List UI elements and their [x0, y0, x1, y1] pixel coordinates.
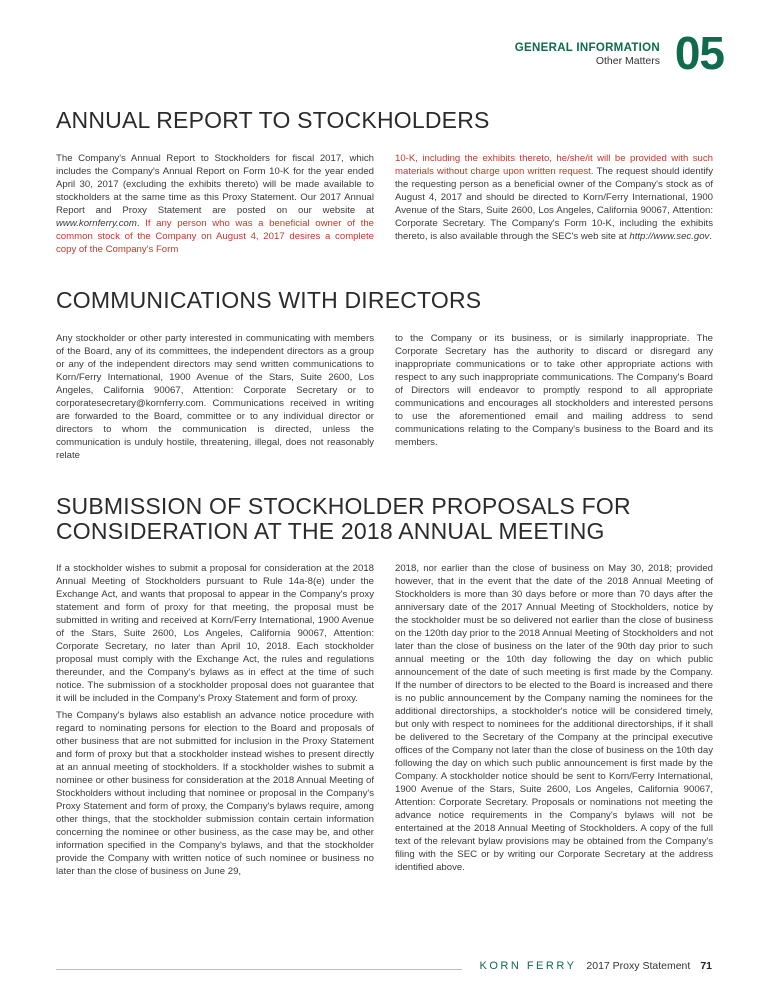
annual-report-left-text: The Company's Annual Report to Stockholders for fiscal 2017, which includes the Company's Annual Report on Form 10-K for the year ended April 30, 2017 (excluding the exhibits thereto) will be made available to stockholders at the same time as this Proxy Statement. Our 2017 Annual Report and Proxy Statement are posted on our website at [56, 153, 374, 216]
annual-report-highlight-left: If any person who was a beneficial owner of the common stock of the Company on August 4, 2017 desires a complete copy of the Company's Form [56, 218, 374, 255]
annual-report-highlight-right: 10-K, including the exhibits thereto, he/she/it will be provided with such materials without charge upon written request. [395, 153, 713, 177]
proposals-title-line1: SUBMISSION OF STOCKHOLDER PROPOSALS FOR [56, 493, 631, 519]
subsection-label: Other Matters [595, 55, 660, 67]
proposals-left-paragraph-1: If a stockholder wishes to submit a proposal for consideration at the 2018 Annual Meeting of Stockholders pursuant to Rule 14a-8(e) under the Exchange Act, and wants that proposal to appear in the Company's proxy statement and form of proxy for that meeting, the proposal must be submitted in writing and received at Korn/Ferry International, 1900 Avenue of the Stars, Suite 2600, Los Angeles, California 90067, Attention: Corporate Secretary, no later than April 10, 2018. Each stockholder proposal must comply with the Exchange Act, the rules and regulations thereunder, and the Company's bylaws as in effect at the time of such notice. The submission of a stockholder proposal does not guarantee that it will be included in the Company's Proxy Statement and form of proxy. [56, 563, 374, 704]
sentence-separator: . [136, 218, 146, 229]
sec-website-link[interactable]: http://www.sec.gov [629, 231, 710, 242]
header-labels [515, 42, 660, 67]
footer-info [479, 960, 712, 972]
annual-report-right-text: The request should identify the requesting person as a beneficial owner of the Company's stock as of August 4, 2017 and should be directed to Korn/Ferry International, 1900 Avenue of the Stars, Suite 2600, Los Angeles, California 90067, Attention: Corporate Secretary. The Company's Form 10-K, including the exhibits thereto, is also available through the SEC's web site at [395, 166, 713, 242]
end-period: . [709, 231, 713, 242]
footer-divider [56, 969, 462, 970]
section-label: GENERAL INFORMATION [514, 42, 660, 54]
proposals-left-paragraph-2: The Company's bylaws also establish an advance notice procedure with regard to nominating persons for election to the Board and proposals of other business that are not submitted for inclusion in the Proxy Statement and form of proxy but that a stockholder instead wishes to present directly at an annual meeting of stockholders. If a stockholder wishes to submit a nominee or other business for consideration at the 2018 Annual Meeting of Stockholders without including that nominee or proposal in the Company's Proxy Statement and form of proxy, the Company's bylaws require, among other things, that the stockholder submission contain certain information concerning the nominee or other business, as the case may be, and other information specified in the Company's bylaws, and that the stockholder provide the Company with written notice of such nominee or business no later than the close of business on June 29, [56, 710, 374, 877]
website-link[interactable]: www.kornferry.com [56, 218, 137, 229]
annual-report-left-column [56, 152, 374, 260]
communications-right-text: to the Company or its business, or is similarly inappropriate. The Corporate Secretary has the authority to discard or disregard any inappropriate communications or to take other appropriate actions with respect to any such inappropriate communications. The Company's Board of Directors will endeavor to promptly respond to all appropriate communications and encourages all stockholders and interested persons to use the aforementioned email and mailing address to send communications relating to the Company's business to the Board and its members. [395, 333, 713, 448]
page-footer [56, 960, 712, 976]
annual-report-left-paragraph [56, 152, 374, 256]
communications-left-text: Any stockholder or other party interested in communicating with members of the Board, any of its committees, the independent directors as a group or any of the independent directors may send written communications to Korn/Ferry International, 1900 Avenue of the Stars, Suite 2600, Los Angeles, California 90067, Attention: Corporate Secretary or to corporatesecretary@kornferry.com. Communications received in writing are forwarded to the Board, committee or to any individual director or directors to whom the communication is directed, unless the communication is unduly hostile, threatening, illegal, does not reasonably relate [56, 333, 374, 461]
communications-left-column [56, 332, 374, 466]
proposals-title-line2: CONSIDERATION AT THE 2018 ANNUAL MEETING [56, 518, 605, 544]
chapter-number: 05 [674, 27, 724, 79]
page-number: 71 [700, 960, 712, 972]
communications-title: COMMUNICATIONS WITH DIRECTORS [56, 287, 482, 313]
annual-report-right-paragraph [395, 152, 713, 243]
korn-ferry-logo: KORN FERRY [479, 960, 577, 972]
proposals-right-text: 2018, nor earlier than the close of business on May 30, 2018; provided however, that in the event that the date of the 2018 Annual Meeting of Stockholders is more than 30 days before or more than 70 days after the anniversary date of the 2017 Annual Meeting of Stockholders, notice by the stockholder must be so delivered not earlier than the close of business on the 120th day prior to the 2018 Annual Meeting of Stockholders and not later than the close of business on the later of the 90th day prior to such annual meeting or the 10th day following the day on which public announcement of the date of such meeting is first made by the Company. If the number of directors to be elected to the Board is increased and there is no public announcement by the Company naming the nominees for the additional directorships, a stockholder's notice will be considered timely, but only with respect to nominees for the additional directorships, if it shall be delivered to the Secretary of the Company at the principal executive offices of the Company not later than the close of business on the 10th day following the day on which such public announcement is first made by the Company. A stockholder notice should be sent to Korn/Ferry International, 1900 Avenue of the Stars, Suite 2600, Los Angeles, California 90067, Attention: Corporate Secretary. Proposals or nominations not meeting the advance notice requirements in the Company's bylaws will not be entertained at the 2018 Annual Meeting of Stockholders. A copy of the full text of the relevant bylaw provisions may be obtained from the Company's filing with the SEC or by writing our Corporate Secretary at the address identified above. [395, 563, 713, 873]
document-title: 2017 Proxy Statement [586, 960, 691, 972]
proposals-right-column [395, 562, 713, 878]
annual-report-title: ANNUAL REPORT TO STOCKHOLDERS [56, 107, 490, 133]
communications-right-column [395, 332, 713, 453]
proposals-left-column [56, 562, 374, 882]
annual-report-right-column [395, 152, 713, 247]
